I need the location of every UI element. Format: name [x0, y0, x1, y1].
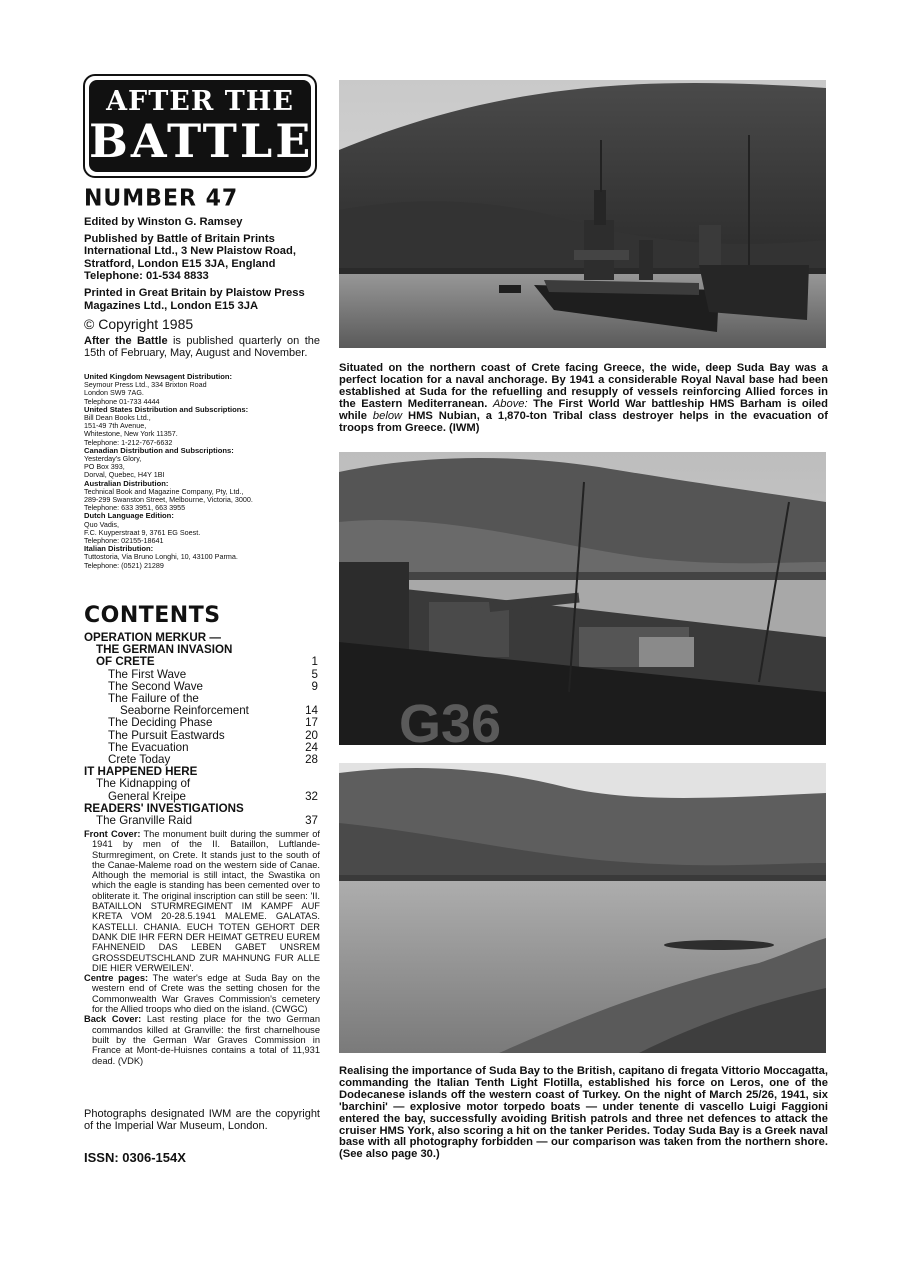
back-cover-note [84, 1014, 320, 1065]
toc-label: The Second Wave [108, 679, 203, 693]
toc-page: 9 [311, 679, 318, 693]
dist-line: F.C. Kuyperstraat 9, 3761 EG Soest. [84, 527, 201, 537]
toc-label: The First Wave [108, 667, 187, 681]
dist-line: Seymour Press Ltd., 334 Brixton Road [84, 380, 207, 390]
issue-number: NUMBER 47 [84, 185, 239, 212]
caption-top [339, 363, 828, 434]
note-text: The monument built during the summer of 1941 by men of the II. Bataillon, Luftlande-Sturmregiment, on Crete. It stands just to the south of the Canae-Maleme road on the western side of Canae. Although the memorial is still intact, the Swastika on which the eagle is standing has been cemented over to obliterate it. The original inscription can still be seen: 'II. BATAILLON STURMREGIMENT IM KAMPF AUF KRETA VOM 20-28.5.1941 MALEME. GALATAS. KASTELLI. CHANIA. EUCH TOTEN GEHORT DER DANK DIE IHR FERN DER HEIMAT GETREU EUREM FAHNENEID DAS LEBEN GABET UNSREM GROSSDEUTSCHLAND ZUR MAHNUNG FUR ALLE DIE HIER VERWEILEN'. [92, 829, 320, 973]
photo-hms-nubian [339, 452, 826, 745]
note-label: Centre pages: [84, 973, 149, 984]
dist-italy [84, 545, 320, 570]
note-text: Last resting place for the two German commandos killed at Granville: the first charnelhouse built by the German War Graves Commission in France at Mont-de-Huisnes contains a total of 11,931 dead. (VDK) [92, 1014, 320, 1066]
toc-label: Seaborne Reinforcement [120, 704, 249, 718]
published-by: Published by Battle of Britain Prints International Ltd., 3 New Plaistow Road, Stratford, London E15 3JA, England [84, 232, 296, 270]
cover-notes [84, 829, 320, 1066]
caption-text: HMS Nubian, a 1,870-ton Tribal class destroyer helps in the evacuation of troops from Greece. (IWM) [339, 409, 828, 434]
dist-line: Telephone: 02155-18641 [84, 536, 164, 546]
toc-entry[interactable] [84, 730, 320, 742]
front-cover-note [84, 829, 320, 973]
toc-label: The Kidnapping of [96, 777, 191, 791]
telephone: Telephone: 01-534 8833 [84, 270, 209, 283]
dist-heading: Dutch Language Edition: [84, 511, 174, 521]
note-label: Front Cover: [84, 829, 141, 839]
toc-page: 37 [305, 814, 318, 828]
toc-entry[interactable] [84, 717, 320, 729]
photo-hms-nubian-image [339, 452, 826, 745]
quarterly-title: After the Battle [84, 335, 168, 348]
caption-italic: Above: [492, 397, 528, 410]
toc-label: General Kreipe [108, 789, 186, 803]
toc-section: OPERATION MERKUR — [84, 631, 221, 644]
dist-line: Telephone 01-733 4444 [84, 396, 160, 406]
quarterly-note [84, 335, 320, 359]
toc-page: 14 [305, 704, 318, 718]
caption-bottom: Realising the importance of Suda Bay to the British, capitano di fregata Vittorio Moccagatta, commanding the Italian Tenth Light Flotilla, established his force on Leros, one of the Dodecanese islands off the western coast of Turkey. On the night of March 25/26, 1941, six 'barchini' — explosive motor torpedo boats — under tenente di vascello Luigi Faggioni entered the bay, successfully avoiding British patrols and three net defences to attack the cruiser HMS York, also scoring a hit on the tanker Perides. Today Suda Bay is a Greek naval base with all photography forbidden — our comparison was taken from the northern shore. (See also page 30.) [339, 1065, 828, 1161]
masthead-line2: BATTLE [89, 114, 314, 168]
dist-line: 151-49 7th Avenue, [84, 421, 147, 431]
masthead-line1: AFTER THE [106, 86, 294, 117]
toc-entry[interactable] [84, 791, 320, 803]
copyright: © Copyright 1985 [84, 316, 194, 333]
dist-heading: United States Distribution and Subscriptions: [84, 404, 249, 414]
pennant-number: G36 [399, 694, 502, 745]
toc-label: The Evacuation [108, 740, 189, 754]
caption-text: Situated on the northern coast of Crete facing Greece, the wide, deep Suda Bay was a perfect location for a naval anchorage. By 1941 a considerable Royal Naval base had been established at Suda for the refuelling and resupply of vessels reinforcing Allied forces in the Eastern Mediterranean. [339, 362, 828, 410]
photo-suda-bay-today [339, 763, 826, 1053]
caption-italic: below [372, 409, 403, 422]
toc-page: 24 [305, 740, 318, 754]
dist-australia [84, 480, 320, 513]
toc-label: The Deciding Phase [108, 716, 213, 730]
toc-label: Crete Today [108, 753, 171, 767]
toc-page: 17 [305, 716, 318, 730]
dist-dutch [84, 512, 320, 545]
toc-section: IT HAPPENED HERE [84, 765, 198, 779]
dist-line: Telephone: (0521) 21289 [84, 560, 164, 570]
quarterly-rest: is published quarterly on the 15th of February, May, August and November. [84, 335, 320, 360]
toc-label: The Failure of the [108, 692, 199, 706]
dist-line: London SW9 7AG. [84, 388, 144, 398]
photo-credit-note: Photographs designated IWM are the copyright of the Imperial War Museum, London. [84, 1108, 320, 1132]
note-label: Back Cover: [84, 1014, 142, 1025]
dist-line: Telephone: 633 3951, 663 3955 [84, 503, 186, 513]
toc-page: 20 [305, 728, 318, 742]
dist-line: Yesterday's Glory, [84, 454, 142, 464]
photo-hms-barham [339, 80, 826, 348]
toc-label: The Pursuit Eastwards [108, 728, 225, 742]
distribution-list [84, 373, 320, 570]
dist-us [84, 406, 320, 447]
edited-by: Edited by Winston G. Ramsey [84, 216, 243, 228]
centre-pages-note [84, 973, 320, 1014]
dist-canada [84, 447, 320, 480]
toc-page: 1 [311, 655, 318, 669]
toc-section: THE GERMAN INVASION [96, 643, 233, 657]
toc-page: 5 [311, 667, 318, 681]
toc-entry[interactable] [84, 669, 320, 681]
table-of-contents [84, 632, 320, 827]
dist-line: Quo Vadis, [84, 519, 120, 529]
note-text: The water's edge at Suda Bay on the western end of Crete was the setting chosen for the Commonwealth War Graves Commission's cemetery for the Allied troops who died on the island. (CWGC) [92, 973, 321, 1015]
dist-line: Tuttostoria, Via Bruno Longhi, 10, 43100 Parma. [84, 552, 238, 562]
toc-label: OF CRETE [96, 655, 155, 669]
photo-hms-barham-image [339, 80, 826, 348]
photo-suda-bay-today-image [339, 763, 826, 1053]
dist-uk [84, 373, 320, 406]
dist-line: Technical Book and Magazine Company, Pty, Ltd., [84, 486, 244, 496]
dist-heading: Australian Distribution: [84, 478, 169, 488]
printed-by: Printed in Great Britain by Plaistow Press Magazines Ltd., London E15 3JA [84, 286, 305, 312]
issn: ISSN: 0306-154X [84, 1150, 186, 1165]
dist-line: PO Box 393, [84, 462, 125, 472]
dist-line: Bill Dean Books Ltd., [84, 413, 151, 423]
masthead-logo [83, 74, 317, 178]
dist-heading: Italian Distribution: [84, 544, 154, 554]
toc-entry[interactable] [84, 656, 320, 668]
toc-page: 32 [305, 789, 318, 803]
toc-page: 28 [305, 753, 318, 767]
dist-heading: United Kingdom Newsagent Distribution: [84, 372, 233, 381]
dist-line: Dorval, Quebec, H4Y 1BI [84, 470, 165, 480]
dist-line: 289-299 Swanston Street, Melbourne, Victoria, 3000. [84, 495, 253, 505]
dist-line: Telephone: 1-212-767-6632 [84, 437, 173, 447]
toc-label: The Granville Raid [96, 814, 193, 828]
publisher-info [84, 216, 320, 359]
dist-line: Whitestone, New York 11357. [84, 429, 178, 439]
toc-entry[interactable] [84, 815, 320, 827]
contents-title: CONTENTS [84, 603, 221, 628]
dist-heading: Canadian Distribution and Subscriptions: [84, 445, 234, 455]
toc-section: READERS' INVESTIGATIONS [84, 801, 244, 815]
caption-text: The First World War battleship HMS Barham is oiled while [339, 397, 828, 422]
